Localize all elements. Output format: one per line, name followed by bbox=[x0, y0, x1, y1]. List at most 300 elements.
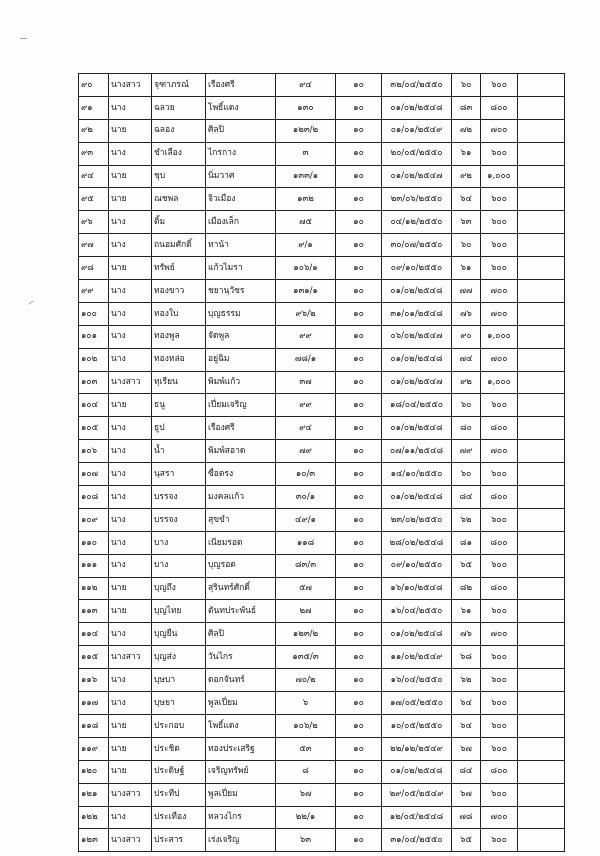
remarks-cell bbox=[518, 371, 565, 394]
name-prefix-cell: นาง bbox=[109, 463, 152, 486]
row-number-cell: ๑๐๔ bbox=[79, 394, 109, 417]
row-number-cell: ๑๑๐ bbox=[79, 531, 109, 554]
name-prefix-cell: นาง bbox=[109, 234, 152, 257]
name-prefix-cell: นาง bbox=[109, 669, 152, 692]
age-cell: ๖๒ bbox=[452, 669, 481, 692]
name-prefix-cell: นางสาว bbox=[109, 829, 152, 852]
registration-date-cell: ๒๓/๐๖/๒๕๕๐ bbox=[382, 188, 452, 211]
last-name-cell: เร่งเจริญ bbox=[206, 829, 276, 852]
first-name-cell: บาง bbox=[152, 531, 206, 554]
row-number-cell: ๙๖ bbox=[79, 211, 109, 234]
row-number-cell: ๑๑๑ bbox=[79, 554, 109, 577]
scan-mark-top bbox=[20, 38, 27, 39]
remarks-cell bbox=[518, 440, 565, 463]
registration-date-cell: ๓๑/๐๔/๒๕๕๐ bbox=[382, 829, 452, 852]
allowance-amount-cell: ๗๐๐ bbox=[481, 280, 518, 303]
first-name-cell: ฉลอง bbox=[152, 119, 206, 142]
allowance-amount-cell: ๖๐๐ bbox=[481, 142, 518, 165]
last-name-cell: โพธิ์แดง bbox=[206, 714, 276, 737]
village-number-cell: ๑๐ bbox=[336, 394, 382, 417]
first-name-cell: ติ้ม bbox=[152, 211, 206, 234]
row-number-cell: ๑๑๘ bbox=[79, 714, 109, 737]
name-prefix-cell: นาย bbox=[109, 257, 152, 280]
registration-date-cell: ๐๑/๐๒/๒๕๔๘ bbox=[382, 280, 452, 303]
village-number-cell: ๑๐ bbox=[336, 714, 382, 737]
last-name-cell: เรืองศรี bbox=[206, 417, 276, 440]
remarks-cell bbox=[518, 394, 565, 417]
table-row bbox=[79, 302, 565, 325]
registration-date-cell: ๑๗/๐๕/๒๕๕๐ bbox=[382, 692, 452, 715]
allowance-amount-cell: ๖๐๐ bbox=[481, 600, 518, 623]
age-cell: ๖๑ bbox=[452, 257, 481, 280]
name-prefix-cell: นาย bbox=[109, 737, 152, 760]
age-cell: ๖๒ bbox=[452, 508, 481, 531]
name-prefix-cell: นาง bbox=[109, 554, 152, 577]
remarks-cell bbox=[518, 417, 565, 440]
allowance-amount-cell: ๘๐๐ bbox=[481, 486, 518, 509]
table-row bbox=[79, 737, 565, 760]
remarks-cell bbox=[518, 234, 565, 257]
first-name-cell: ทองใบ bbox=[152, 302, 206, 325]
row-number-cell: ๑๐๓ bbox=[79, 371, 109, 394]
age-cell: ๘๓ bbox=[452, 96, 481, 119]
age-cell: ๖๔ bbox=[452, 692, 481, 715]
last-name-cell: พูลเปี่ยม bbox=[206, 692, 276, 715]
house-number-cell: ๑๑๘ bbox=[276, 531, 336, 554]
village-number-cell: ๑๐ bbox=[336, 692, 382, 715]
village-number-cell: ๑๐ bbox=[336, 760, 382, 783]
table-row bbox=[79, 783, 565, 806]
last-name-cell: บุญรอด bbox=[206, 554, 276, 577]
last-name-cell: ชยานุวัชร bbox=[206, 280, 276, 303]
registration-date-cell: ๒๙/๐๕/๒๕๔๙ bbox=[382, 783, 452, 806]
remarks-cell bbox=[518, 188, 565, 211]
village-number-cell: ๑๐ bbox=[336, 486, 382, 509]
first-name-cell: ทองขาว bbox=[152, 280, 206, 303]
house-number-cell: ๒๗ bbox=[276, 600, 336, 623]
village-number-cell: ๑๐ bbox=[336, 371, 382, 394]
house-number-cell: ๕๓ bbox=[276, 737, 336, 760]
village-number-cell: ๑๐ bbox=[336, 554, 382, 577]
last-name-cell: โพธิ์แดง bbox=[206, 96, 276, 119]
name-prefix-cell: นาง bbox=[109, 96, 152, 119]
name-prefix-cell: นาง bbox=[109, 440, 152, 463]
allowance-amount-cell: ๖๐๐ bbox=[481, 234, 518, 257]
allowance-amount-cell: ๗๐๐ bbox=[481, 348, 518, 371]
registration-date-cell: ๐๑/๐๒/๒๕๔๘ bbox=[382, 417, 452, 440]
name-prefix-cell: นาง bbox=[109, 417, 152, 440]
village-number-cell: ๑๐ bbox=[336, 829, 382, 852]
village-number-cell: ๑๐ bbox=[336, 280, 382, 303]
last-name-cell: สุรินทร์ศักดิ์ bbox=[206, 577, 276, 600]
first-name-cell: ประสาร bbox=[152, 829, 206, 852]
first-name-cell: ประทีป bbox=[152, 783, 206, 806]
row-number-cell: ๑๑๗ bbox=[79, 692, 109, 715]
last-name-cell: พิมพ์แก้ว bbox=[206, 371, 276, 394]
registration-date-cell: ๑๒/๐๕/๒๕๔๘ bbox=[382, 806, 452, 829]
first-name-cell: บุญส่ง bbox=[152, 646, 206, 669]
village-number-cell: ๑๐ bbox=[336, 348, 382, 371]
age-cell: ๖๗ bbox=[452, 783, 481, 806]
allowance-amount-cell: ๖๐๐ bbox=[481, 508, 518, 531]
village-number-cell: ๑๐ bbox=[336, 96, 382, 119]
table-row bbox=[79, 188, 565, 211]
name-prefix-cell: นาย bbox=[109, 714, 152, 737]
row-number-cell: ๑๐๖ bbox=[79, 440, 109, 463]
last-name-cell: อยู่ฉิม bbox=[206, 348, 276, 371]
remarks-cell bbox=[518, 531, 565, 554]
registration-date-cell: ๑๖/๐๔/๒๕๕๐ bbox=[382, 600, 452, 623]
last-name-cell: เปี่ยมเจริญ bbox=[206, 394, 276, 417]
table-row bbox=[79, 257, 565, 280]
remarks-cell bbox=[518, 302, 565, 325]
last-name-cell: ดอกจันทร์ bbox=[206, 669, 276, 692]
house-number-cell: ๔๙/๑ bbox=[276, 508, 336, 531]
registration-date-cell: ๒๓/๐๒/๒๕๕๐ bbox=[382, 508, 452, 531]
name-prefix-cell: นาย bbox=[109, 165, 152, 188]
age-cell: ๘๔ bbox=[452, 760, 481, 783]
last-name-cell: เมืองเล็ก bbox=[206, 211, 276, 234]
remarks-cell bbox=[518, 714, 565, 737]
table-row bbox=[79, 440, 565, 463]
registration-date-cell: ๐๑/๐๒/๒๕๔๗ bbox=[382, 371, 452, 394]
age-cell: ๙๒ bbox=[452, 371, 481, 394]
row-number-cell: ๙๔ bbox=[79, 165, 109, 188]
allowance-amount-cell: ๗๐๐ bbox=[481, 440, 518, 463]
allowance-amount-cell: ๖๐๐ bbox=[481, 829, 518, 852]
table-row bbox=[79, 280, 565, 303]
last-name-cell: ทองประเสริฐ bbox=[206, 737, 276, 760]
registration-date-cell: ๐๑/๐๒/๒๕๔๘ bbox=[382, 96, 452, 119]
name-prefix-cell: นางสาว bbox=[109, 371, 152, 394]
first-name-cell: ชำเลือง bbox=[152, 142, 206, 165]
allowance-amount-cell: ๘๐๐ bbox=[481, 577, 518, 600]
name-prefix-cell: นาย bbox=[109, 600, 152, 623]
remarks-cell bbox=[518, 165, 565, 188]
village-number-cell: ๑๐ bbox=[336, 440, 382, 463]
registration-date-cell: ๐๑/๐๒/๒๕๔๘ bbox=[382, 348, 452, 371]
remarks-cell bbox=[518, 74, 565, 97]
age-cell: ๘๒ bbox=[452, 577, 481, 600]
remarks-cell bbox=[518, 623, 565, 646]
allowance-amount-cell: ๘๐๐ bbox=[481, 531, 518, 554]
house-number-cell: ๙๙ bbox=[276, 394, 336, 417]
remarks-cell bbox=[518, 325, 565, 348]
first-name-cell: ทองหล่อ bbox=[152, 348, 206, 371]
village-number-cell: ๑๐ bbox=[336, 211, 382, 234]
last-name-cell: ซื่อตรง bbox=[206, 463, 276, 486]
house-number-cell: ๑๓๒ bbox=[276, 188, 336, 211]
age-cell: ๖๕ bbox=[452, 554, 481, 577]
table-row bbox=[79, 142, 565, 165]
village-number-cell: ๑๐ bbox=[336, 577, 382, 600]
first-name-cell: บุษบา bbox=[152, 669, 206, 692]
name-prefix-cell: นาง bbox=[109, 325, 152, 348]
house-number-cell: ๑๐๖/๑ bbox=[276, 257, 336, 280]
name-prefix-cell: นางสาว bbox=[109, 74, 152, 97]
remarks-cell bbox=[518, 142, 565, 165]
age-cell: ๖๗ bbox=[452, 737, 481, 760]
allowance-amount-cell: ๗๐๐ bbox=[481, 119, 518, 142]
allowance-amount-cell: ๖๐๐ bbox=[481, 394, 518, 417]
village-number-cell: ๑๐ bbox=[336, 806, 382, 829]
house-number-cell: ๑๒๓/๒ bbox=[276, 119, 336, 142]
remarks-cell bbox=[518, 96, 565, 119]
age-cell: ๖๑ bbox=[452, 600, 481, 623]
first-name-cell: ธูป bbox=[152, 417, 206, 440]
table-row bbox=[79, 508, 565, 531]
last-name-cell: ศิลปิ bbox=[206, 623, 276, 646]
first-name-cell: ทองพูล bbox=[152, 325, 206, 348]
registration-date-cell: ๐๙/๑๐/๒๕๕๐ bbox=[382, 257, 452, 280]
last-name-cell: พูลเปี่ยม bbox=[206, 783, 276, 806]
last-name-cell: จิวเมือง bbox=[206, 188, 276, 211]
allowance-amount-cell: ๑,๐๐๐ bbox=[481, 325, 518, 348]
registration-date-cell: ๐๔/๑๒/๒๕๕๐ bbox=[382, 211, 452, 234]
registration-date-cell: ๒๒/๑๒/๒๕๔๙ bbox=[382, 737, 452, 760]
first-name-cell: ทุเรียน bbox=[152, 371, 206, 394]
age-cell: ๖๐ bbox=[452, 394, 481, 417]
allowance-amount-cell: ๖๐๐ bbox=[481, 646, 518, 669]
name-prefix-cell: นาย bbox=[109, 188, 152, 211]
last-name-cell: เนียมรอด bbox=[206, 531, 276, 554]
registration-date-cell: ๐๑/๐๒/๒๕๔๘ bbox=[382, 760, 452, 783]
table-row bbox=[79, 760, 565, 783]
age-cell: ๗๖ bbox=[452, 302, 481, 325]
last-name-cell: จัดพูล bbox=[206, 325, 276, 348]
age-cell: ๗๙ bbox=[452, 440, 481, 463]
allowance-amount-cell: ๘๐๐ bbox=[481, 96, 518, 119]
house-number-cell: ๘๓/๓ bbox=[276, 554, 336, 577]
row-number-cell: ๑๐๙ bbox=[79, 508, 109, 531]
first-name-cell: ณชพล bbox=[152, 188, 206, 211]
table-row bbox=[79, 325, 565, 348]
row-number-cell: ๑๑๓ bbox=[79, 600, 109, 623]
scan-mark-left bbox=[28, 300, 33, 304]
house-number-cell: ๖๗ bbox=[276, 783, 336, 806]
village-number-cell: ๑๐ bbox=[336, 737, 382, 760]
remarks-cell bbox=[518, 600, 565, 623]
village-number-cell: ๑๐ bbox=[336, 234, 382, 257]
house-number-cell: ๑๓๓/๑ bbox=[276, 165, 336, 188]
table-row bbox=[79, 577, 565, 600]
registration-date-cell: ๒๘/๐๒/๒๕๔๘ bbox=[382, 531, 452, 554]
row-number-cell: ๙๘ bbox=[79, 257, 109, 280]
first-name-cell: ประชิด bbox=[152, 737, 206, 760]
first-name-cell: บรรจง bbox=[152, 508, 206, 531]
table-row bbox=[79, 348, 565, 371]
row-number-cell: ๑๒๒ bbox=[79, 806, 109, 829]
age-cell: ๗๔ bbox=[452, 348, 481, 371]
row-number-cell: ๙๑ bbox=[79, 96, 109, 119]
house-number-cell: ๓๗ bbox=[276, 371, 336, 394]
table-row bbox=[79, 806, 565, 829]
house-number-cell: ๗๙ bbox=[276, 440, 336, 463]
name-prefix-cell: นาง bbox=[109, 486, 152, 509]
first-name-cell: ชุบ bbox=[152, 165, 206, 188]
remarks-cell bbox=[518, 463, 565, 486]
house-number-cell: ๑๓๑/๑ bbox=[276, 280, 336, 303]
house-number-cell: ๗๐/๒ bbox=[276, 669, 336, 692]
row-number-cell: ๑๑๙ bbox=[79, 737, 109, 760]
name-prefix-cell: นางสาว bbox=[109, 646, 152, 669]
first-name-cell: บุญถึง bbox=[152, 577, 206, 600]
first-name-cell: จุฑาภรณ์ bbox=[152, 74, 206, 97]
house-number-cell: ๙๖/๒ bbox=[276, 302, 336, 325]
village-number-cell: ๑๐ bbox=[336, 325, 382, 348]
name-prefix-cell: นาย bbox=[109, 119, 152, 142]
age-cell: ๙๐ bbox=[452, 325, 481, 348]
remarks-cell bbox=[518, 554, 565, 577]
name-prefix-cell: นาง bbox=[109, 508, 152, 531]
row-number-cell: ๑๒๓ bbox=[79, 829, 109, 852]
row-number-cell: ๑๐๐ bbox=[79, 302, 109, 325]
row-number-cell: ๑๑๔ bbox=[79, 623, 109, 646]
registration-date-cell: ๑๘/๐๔/๒๕๕๐ bbox=[382, 394, 452, 417]
last-name-cell: ทาน้า bbox=[206, 234, 276, 257]
first-name-cell: ทรัพย์ bbox=[152, 257, 206, 280]
allowance-amount-cell: ๖๐๐ bbox=[481, 188, 518, 211]
house-number-cell: ๕๗ bbox=[276, 577, 336, 600]
age-cell: ๘๔ bbox=[452, 486, 481, 509]
row-number-cell: ๙๕ bbox=[79, 188, 109, 211]
allowance-amount-cell: ๖๐๐ bbox=[481, 257, 518, 280]
house-number-cell: ๑๒๓/๒ bbox=[276, 623, 336, 646]
table-row bbox=[79, 463, 565, 486]
table-row bbox=[79, 829, 565, 852]
age-cell: ๘๐ bbox=[452, 417, 481, 440]
house-number-cell: ๗๕ bbox=[276, 211, 336, 234]
house-number-cell: ๙/๑ bbox=[276, 234, 336, 257]
age-cell: ๖๐ bbox=[452, 74, 481, 97]
last-name-cell: แก้วไมรา bbox=[206, 257, 276, 280]
village-number-cell: ๑๐ bbox=[336, 119, 382, 142]
remarks-cell bbox=[518, 737, 565, 760]
row-number-cell: ๑๒๐ bbox=[79, 760, 109, 783]
remarks-cell bbox=[518, 646, 565, 669]
name-prefix-cell: นางสาว bbox=[109, 783, 152, 806]
village-number-cell: ๑๐ bbox=[336, 165, 382, 188]
registration-date-cell: ๐๖/๐๒/๒๕๔๗ bbox=[382, 325, 452, 348]
registration-date-cell: ๐๑/๐๑/๒๕๔๙ bbox=[382, 119, 452, 142]
last-name-cell: นิ่มวาศ bbox=[206, 165, 276, 188]
table-row bbox=[79, 669, 565, 692]
village-number-cell: ๑๐ bbox=[336, 74, 382, 97]
table-row bbox=[79, 96, 565, 119]
registration-date-cell: ๐๙/๑๐/๒๕๕๐ bbox=[382, 554, 452, 577]
registration-date-cell: ๐๑/๐๒/๒๕๔๘ bbox=[382, 623, 452, 646]
house-number-cell: ๓ bbox=[276, 142, 336, 165]
name-prefix-cell: นาง bbox=[109, 806, 152, 829]
first-name-cell: บุญยืน bbox=[152, 623, 206, 646]
table-row bbox=[79, 554, 565, 577]
house-number-cell: ๑๐/๓ bbox=[276, 463, 336, 486]
age-cell: ๖๕ bbox=[452, 829, 481, 852]
house-number-cell: ๑๓๕/๓ bbox=[276, 646, 336, 669]
village-number-cell: ๑๐ bbox=[336, 669, 382, 692]
registration-date-cell: ๓๑/๐๑/๒๕๔๘ bbox=[382, 302, 452, 325]
allowance-amount-cell: ๖๐๐ bbox=[481, 211, 518, 234]
name-prefix-cell: นาง bbox=[109, 302, 152, 325]
remarks-cell bbox=[518, 348, 565, 371]
allowance-amount-cell: ๖๐๐ bbox=[481, 669, 518, 692]
registration-date-cell: ๓๒/๐๔/๒๕๕๐ bbox=[382, 74, 452, 97]
table-row bbox=[79, 119, 565, 142]
table-row bbox=[79, 714, 565, 737]
name-prefix-cell: นาง bbox=[109, 211, 152, 234]
row-number-cell: ๑๐๒ bbox=[79, 348, 109, 371]
last-name-cell: ไกรกาง bbox=[206, 142, 276, 165]
age-cell: ๗๗ bbox=[452, 280, 481, 303]
name-prefix-cell: นาง bbox=[109, 692, 152, 715]
house-number-cell: ๙๔ bbox=[276, 74, 336, 97]
remarks-cell bbox=[518, 829, 565, 852]
first-name-cell: ถนอมศักดิ์ bbox=[152, 234, 206, 257]
name-prefix-cell: นาย bbox=[109, 760, 152, 783]
table-row bbox=[79, 165, 565, 188]
name-prefix-cell: นาย bbox=[109, 394, 152, 417]
elderly-allowance-table bbox=[78, 73, 565, 852]
age-cell: ๖๘ bbox=[452, 646, 481, 669]
registration-date-cell: ๓๐/๐๗/๒๕๕๐ bbox=[382, 234, 452, 257]
row-number-cell: ๙๒ bbox=[79, 119, 109, 142]
registration-date-cell: ๑๑/๐๒/๒๕๔๙ bbox=[382, 646, 452, 669]
house-number-cell: ๘ bbox=[276, 760, 336, 783]
allowance-amount-cell: ๖๐๐ bbox=[481, 714, 518, 737]
first-name-cell: ประดิษฐ์ bbox=[152, 760, 206, 783]
age-cell: ๗๖ bbox=[452, 623, 481, 646]
remarks-cell bbox=[518, 577, 565, 600]
registration-date-cell: ๑๖/๑๐/๒๕๔๘ bbox=[382, 577, 452, 600]
first-name-cell: ฉลวย bbox=[152, 96, 206, 119]
age-cell: ๙๒ bbox=[452, 165, 481, 188]
house-number-cell: ๒๒/๑ bbox=[276, 806, 336, 829]
remarks-cell bbox=[518, 257, 565, 280]
last-name-cell: วันไกร bbox=[206, 646, 276, 669]
last-name-cell: สุขขำ bbox=[206, 508, 276, 531]
last-name-cell: ตันทประพันธ์ bbox=[206, 600, 276, 623]
registration-date-cell: ๐๑/๐๒/๒๕๔๘ bbox=[382, 486, 452, 509]
name-prefix-cell: นาง bbox=[109, 142, 152, 165]
age-cell: ๖๔ bbox=[452, 188, 481, 211]
first-name-cell: บรรจง bbox=[152, 486, 206, 509]
row-number-cell: ๑๑๕ bbox=[79, 646, 109, 669]
registration-date-cell: ๑๔/๑๐/๒๕๕๐ bbox=[382, 463, 452, 486]
name-prefix-cell: นาย bbox=[109, 577, 152, 600]
village-number-cell: ๑๐ bbox=[336, 531, 382, 554]
row-number-cell: ๑๑๖ bbox=[79, 669, 109, 692]
registration-date-cell: ๑๖/๐๔/๒๕๕๐ bbox=[382, 669, 452, 692]
name-prefix-cell: นาง bbox=[109, 623, 152, 646]
allowance-amount-cell: ๗๐๐ bbox=[481, 623, 518, 646]
house-number-cell: ๙๔ bbox=[276, 417, 336, 440]
remarks-cell bbox=[518, 280, 565, 303]
allowance-amount-cell: ๖๐๐ bbox=[481, 554, 518, 577]
village-number-cell: ๑๐ bbox=[336, 417, 382, 440]
row-number-cell: ๙๓ bbox=[79, 142, 109, 165]
row-number-cell: ๑๐๕ bbox=[79, 417, 109, 440]
row-number-cell: ๙๐ bbox=[79, 74, 109, 97]
village-number-cell: ๑๐ bbox=[336, 623, 382, 646]
table-row bbox=[79, 417, 565, 440]
first-name-cell: ประกอบ bbox=[152, 714, 206, 737]
remarks-cell bbox=[518, 783, 565, 806]
table-row bbox=[79, 394, 565, 417]
table-row bbox=[79, 692, 565, 715]
table-row bbox=[79, 74, 565, 97]
allowance-amount-cell: ๘๐๐ bbox=[481, 417, 518, 440]
registration-date-cell: ๐๗/๑๑/๒๕๔๘ bbox=[382, 440, 452, 463]
